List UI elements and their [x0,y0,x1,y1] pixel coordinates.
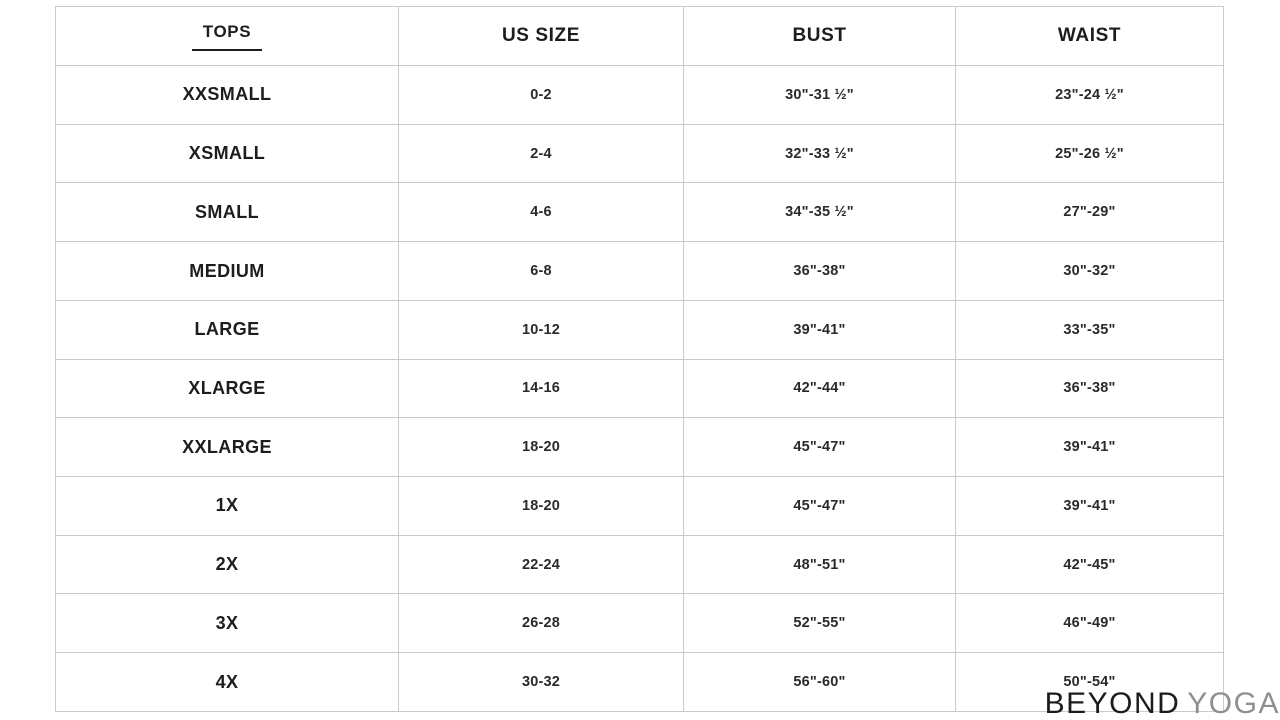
bust-cell: 34"-35 ½" [684,183,956,242]
us-size-cell: 0-2 [399,66,684,125]
bust-cell: 56"-60" [684,653,956,712]
bust-cell: 42"-44" [684,359,956,418]
bust-cell: 45"-47" [684,477,956,536]
column-header-waist: WAIST [956,7,1224,66]
table-row [56,183,1224,242]
size-table-body [56,66,1224,712]
beyond-yoga-logo [1045,689,1280,719]
size-label-cell: 2X [56,535,399,594]
logo-beyond-text: BEYOND [1044,687,1181,720]
waist-cell: 50"-54" [956,653,1224,712]
waist-cell: 46"-49" [956,594,1224,653]
table-row [56,418,1224,477]
table-row [56,359,1224,418]
column-header-us-size: US SIZE [399,7,684,66]
us-size-cell: 4-6 [399,183,684,242]
us-size-cell: 10-12 [399,300,684,359]
size-label-cell: XXLARGE [56,418,399,477]
table-row [56,124,1224,183]
us-size-cell: 18-20 [399,418,684,477]
bust-cell: 32"-33 ½" [684,124,956,183]
waist-cell: 39"-41" [956,418,1224,477]
bust-cell: 48"-51" [684,535,956,594]
us-size-cell: 22-24 [399,535,684,594]
table-header-row [56,7,1224,66]
waist-cell: 30"-32" [956,242,1224,301]
bust-cell: 45"-47" [684,418,956,477]
size-label-cell: 3X [56,594,399,653]
size-label-cell: LARGE [56,300,399,359]
waist-cell: 39"-41" [956,477,1224,536]
waist-cell: 23"-24 ½" [956,66,1224,125]
table-row [56,535,1224,594]
waist-cell: 25"-26 ½" [956,124,1224,183]
size-chart-table [55,6,1224,712]
logo-yoga-text: YOGA [1187,687,1280,720]
column-header-tops [56,7,399,66]
table-row [56,300,1224,359]
us-size-cell: 14-16 [399,359,684,418]
waist-cell: 27"-29" [956,183,1224,242]
size-label-cell: SMALL [56,183,399,242]
bust-cell: 39"-41" [684,300,956,359]
us-size-cell: 18-20 [399,477,684,536]
bust-cell: 52"-55" [684,594,956,653]
table-row [56,242,1224,301]
waist-cell: 42"-45" [956,535,1224,594]
size-label-cell: XLARGE [56,359,399,418]
us-size-cell: 6-8 [399,242,684,301]
table-row [56,477,1224,536]
size-label-cell: XXSMALL [56,66,399,125]
column-header-bust: BUST [684,7,956,66]
waist-cell: 36"-38" [956,359,1224,418]
tops-underlined-label: TOPS [192,22,262,51]
bust-cell: 36"-38" [684,242,956,301]
waist-cell: 33"-35" [956,300,1224,359]
us-size-cell: 30-32 [399,653,684,712]
table-row [56,594,1224,653]
size-label-cell: 1X [56,477,399,536]
table-row [56,66,1224,125]
bust-cell: 30"-31 ½" [684,66,956,125]
size-label-cell: XSMALL [56,124,399,183]
us-size-cell: 26-28 [399,594,684,653]
size-label-cell: MEDIUM [56,242,399,301]
us-size-cell: 2-4 [399,124,684,183]
size-label-cell: 4X [56,653,399,712]
